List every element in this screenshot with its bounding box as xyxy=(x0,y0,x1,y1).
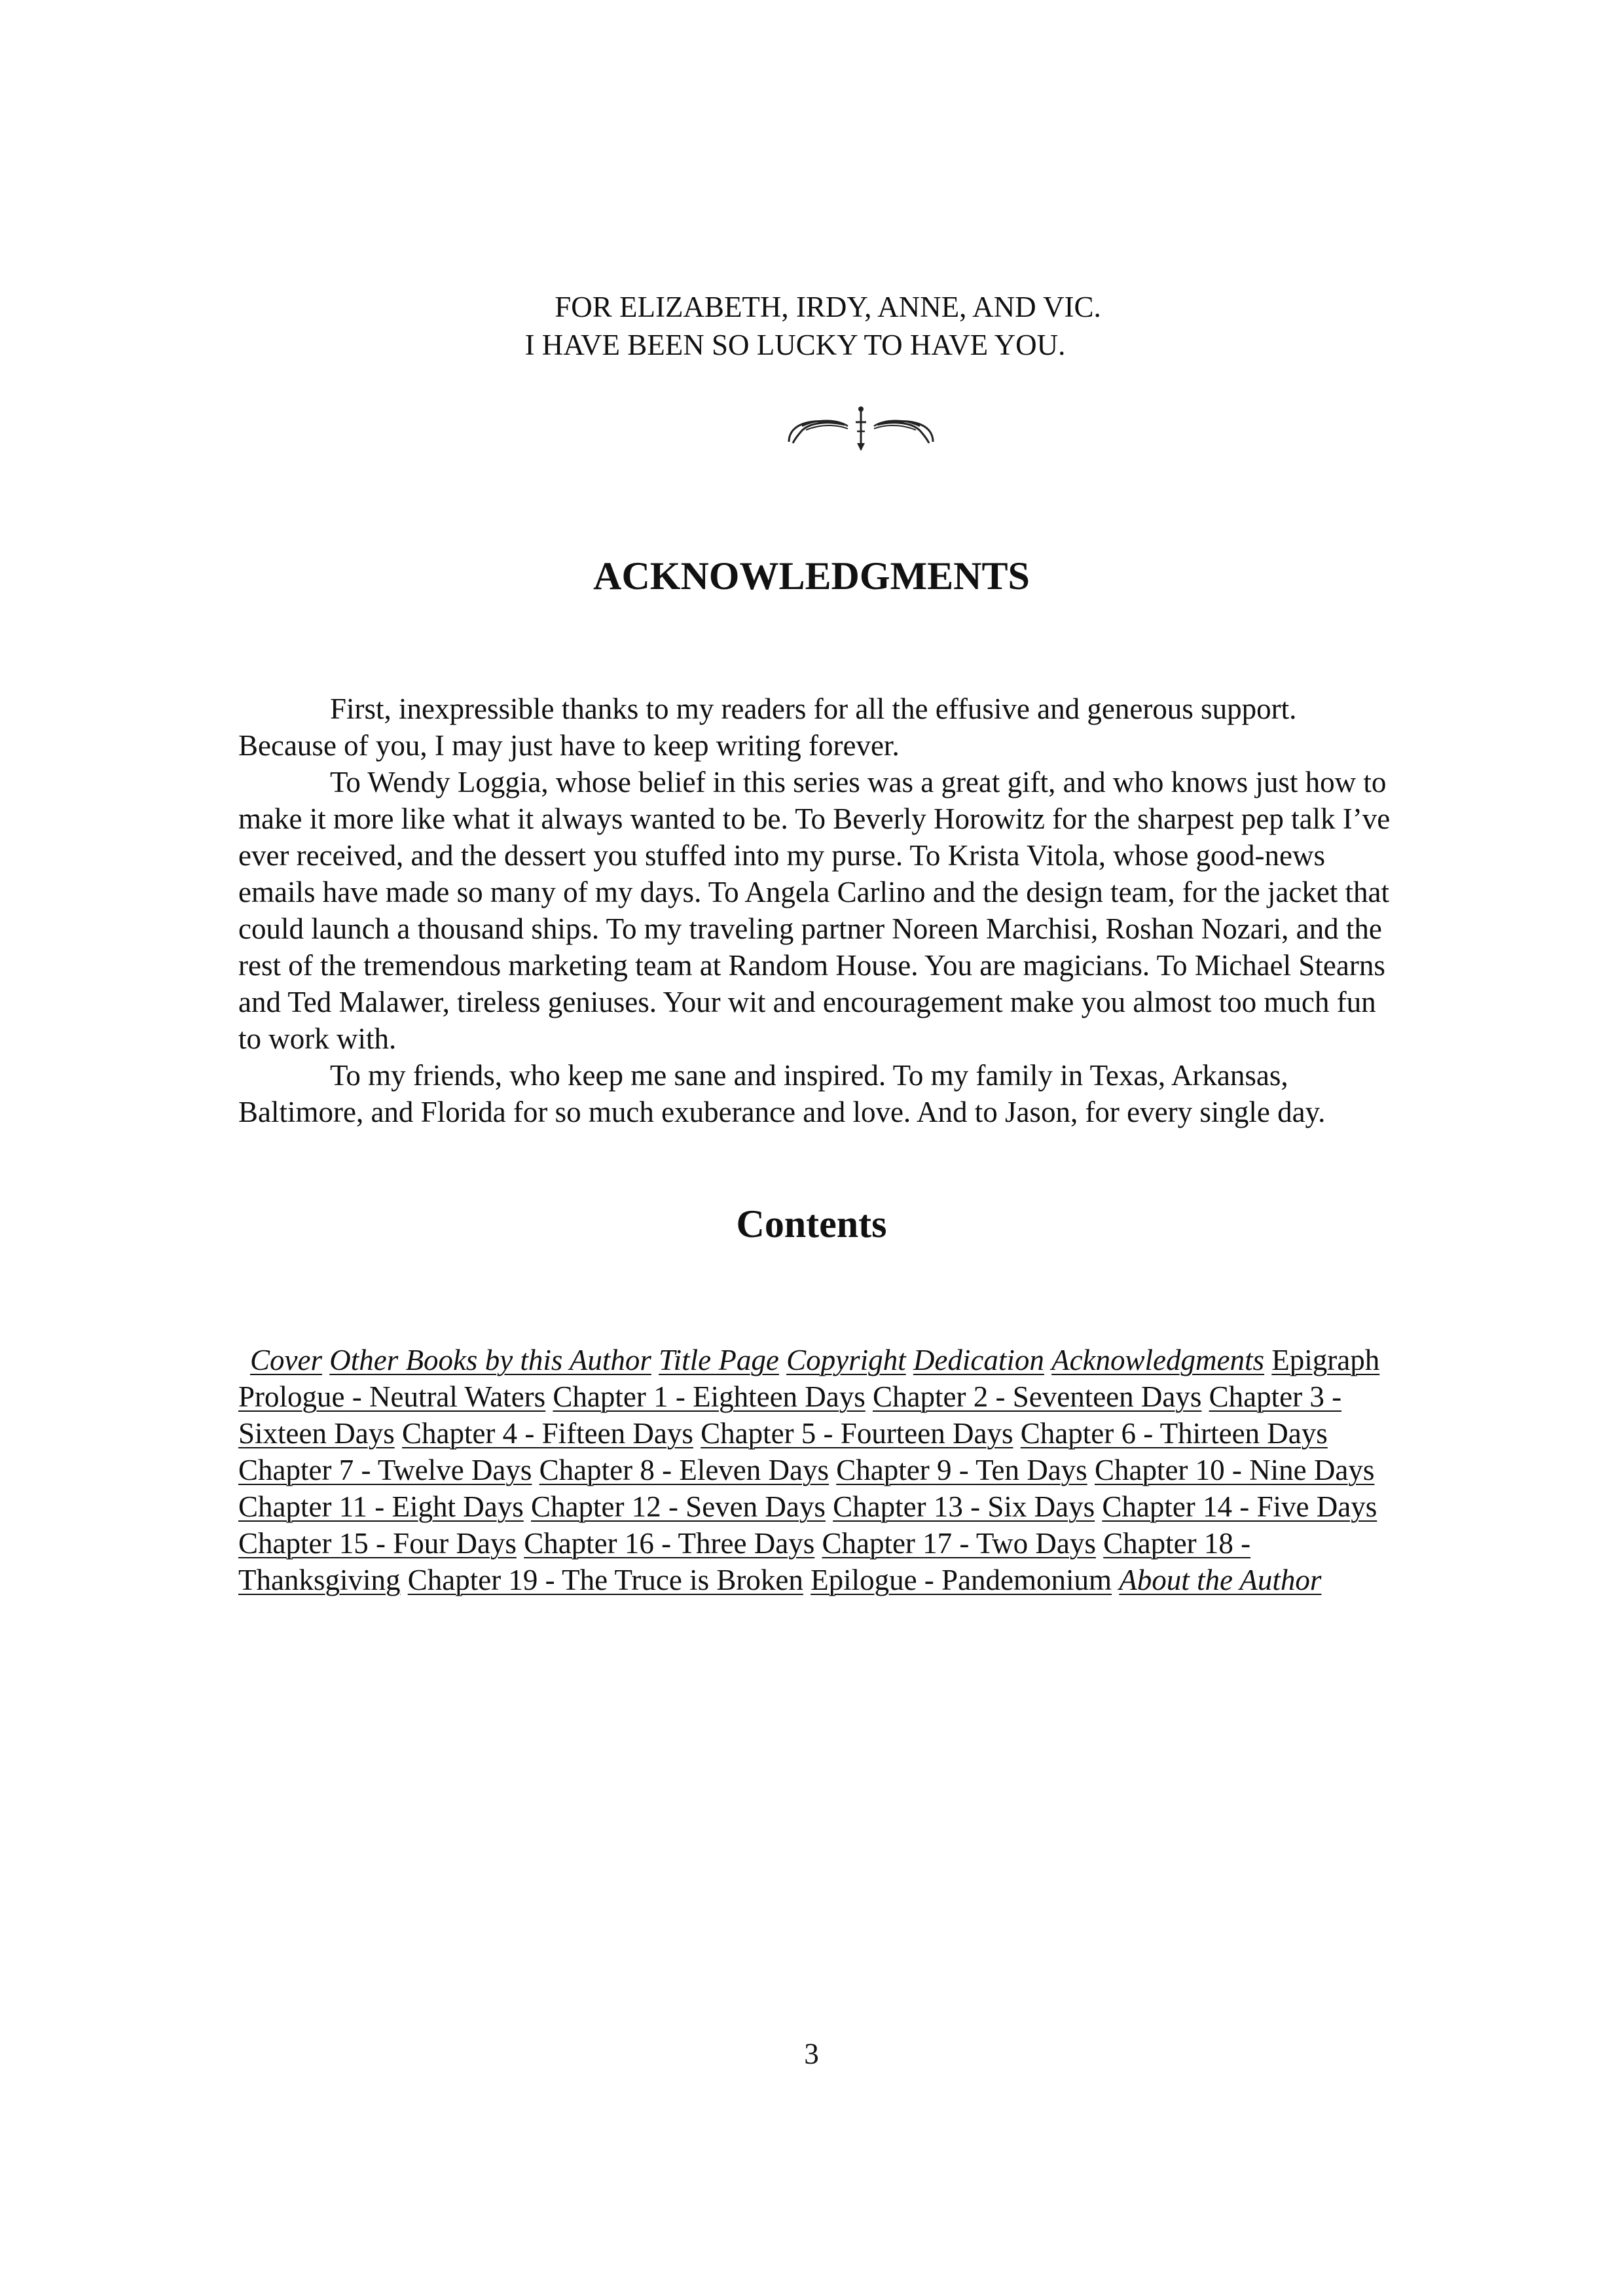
table-of-contents xyxy=(238,1342,1404,1598)
toc-link-chapter-16[interactable]: Chapter 16 - Three Days xyxy=(524,1527,815,1560)
toc-link-title-page[interactable]: Title Page xyxy=(659,1344,779,1376)
toc-link-chapter-12[interactable]: Chapter 12 - Seven Days xyxy=(531,1490,826,1523)
toc-link-chapter-9[interactable]: Chapter 9 - Ten Days xyxy=(836,1454,1087,1486)
toc-link-chapter-1[interactable]: Chapter 1 - Eighteen Days xyxy=(553,1380,866,1413)
toc-link-chapter-13[interactable]: Chapter 13 - Six Days xyxy=(833,1490,1095,1523)
toc-link-chapter-8[interactable]: Chapter 8 - Eleven Days xyxy=(539,1454,830,1486)
dedication-line-2: I HAVE BEEN SO LUCKY TO HAVE YOU. xyxy=(524,329,1066,361)
toc-link-chapter-18[interactable]: Chapter 18 - Thanksgiving xyxy=(238,1527,1251,1596)
flourish-divider-icon xyxy=(782,403,939,455)
toc-link-about-author[interactable]: About the Author xyxy=(1119,1564,1322,1596)
toc-link-prologue[interactable]: Prologue - Neutral Waters xyxy=(238,1380,546,1413)
acknowledgments-heading: ACKNOWLEDGMENTS xyxy=(593,554,1030,598)
dedication-line-1: FOR ELIZABETH, IRDY, ANNE, AND VIC. xyxy=(555,291,1101,323)
toc-link-epigraph[interactable]: Epigraph xyxy=(1271,1344,1380,1376)
toc-link-chapter-4[interactable]: Chapter 4 - Fifteen Days xyxy=(401,1417,693,1450)
toc-link-chapter-5[interactable]: Chapter 5 - Fourteen Days xyxy=(701,1417,1013,1450)
toc-link-chapter-14[interactable]: Chapter 14 - Five Days xyxy=(1102,1490,1377,1523)
toc-link-chapter-6[interactable]: Chapter 6 - Thirteen Days xyxy=(1020,1417,1328,1450)
toc-link-epilogue[interactable]: Epilogue - Pandemonium xyxy=(811,1564,1112,1596)
toc-link-dedication[interactable]: Dedication xyxy=(913,1344,1044,1376)
toc-link-chapter-7[interactable]: Chapter 7 - Twelve Days xyxy=(238,1454,532,1486)
toc-link-other-books[interactable]: Other Books by this Author xyxy=(329,1344,651,1376)
toc-link-chapter-2[interactable]: Chapter 2 - Seventeen Days xyxy=(873,1380,1202,1413)
toc-link-chapter-10[interactable]: Chapter 10 - Nine Days xyxy=(1094,1454,1375,1486)
toc-link-chapter-17[interactable]: Chapter 17 - Two Days xyxy=(822,1527,1096,1560)
ack-paragraph: First, inexpressible thanks to my readers for all the effusive and generous support. Because of you, I may just have to keep writing forever. xyxy=(238,692,1297,762)
toc-link-chapter-3[interactable]: Chapter 3 - Sixteen Days xyxy=(238,1380,1342,1450)
acknowledgments-body xyxy=(238,691,1391,1130)
page-number: 3 xyxy=(804,2037,819,2070)
toc-link-cover[interactable]: Cover xyxy=(250,1344,322,1376)
ack-paragraph: To Wendy Loggia, whose belief in this series was a great gift, and who knows just how to make it more like what it always wanted to be. To Beverly Horowitz for the sharpest pep talk I’ve ever received, and the dessert you stuffed into my purse. To Krista Vitola, whose good-news emails have made so many of my days. To Angela Carlino and the design team, for the jacket that could launch a thousand ships. To my traveling partner Noreen Marchisi, Roshan Nozari, and the rest of the tremendous marketing team at Random House. You are magicians. To Michael Stearns and Ted Malawer, tireless geniuses. Your wit and encouragement make you almost too much fun to work with. xyxy=(238,766,1391,1055)
toc-link-chapter-19[interactable]: Chapter 19 - The Truce is Broken xyxy=(407,1564,803,1596)
toc-link-chapter-15[interactable]: Chapter 15 - Four Days xyxy=(238,1527,517,1560)
ack-paragraph: To my friends, who keep me sane and inspired. To my family in Texas, Arkansas, Baltimore, and Florida for so much exuberance and love. And to Jason, for every single day. xyxy=(238,1059,1326,1128)
contents-heading: Contents xyxy=(736,1202,887,1246)
toc-link-copyright[interactable]: Copyright xyxy=(786,1344,906,1376)
toc-link-chapter-11[interactable]: Chapter 11 - Eight Days xyxy=(238,1490,524,1523)
toc-link-acknowledgments[interactable]: Acknowledgments xyxy=(1051,1344,1265,1376)
